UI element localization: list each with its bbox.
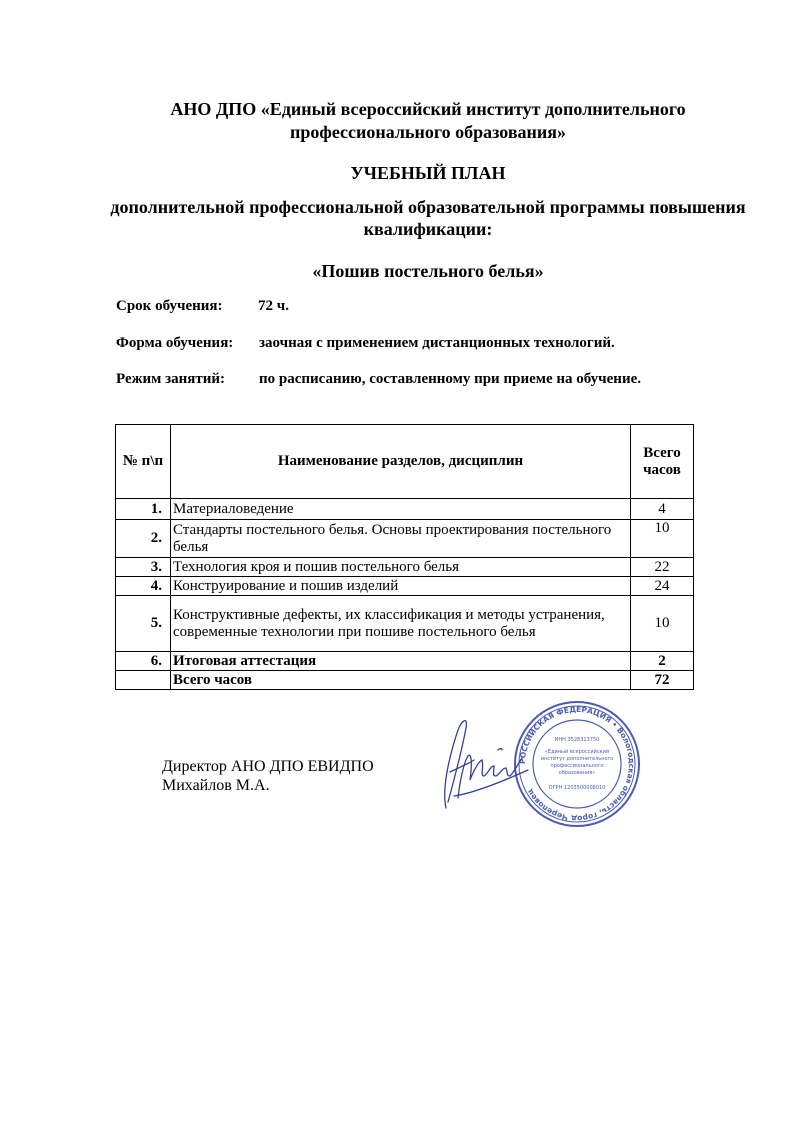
- row-num: 4.: [116, 577, 171, 596]
- header-hours: Всего часов: [631, 425, 694, 499]
- row-name: Технология кроя и пошив постельного белья: [171, 558, 631, 577]
- row-hours: 10: [631, 596, 694, 652]
- table-row: [116, 577, 694, 596]
- organization-name: АНО ДПО «Единый всероссийский институт дополнительного профессионального образования»: [170, 99, 686, 142]
- form-row: [116, 335, 615, 352]
- row-num: 1.: [116, 499, 171, 520]
- svg-text:ИНН 3528313750: ИНН 3528313750: [554, 737, 600, 743]
- duration-value: 72 ч.: [258, 298, 289, 314]
- table-row: [116, 596, 694, 652]
- row-name: Итоговая аттестация: [171, 652, 631, 671]
- table-row: [116, 652, 694, 671]
- row-num: 5.: [116, 596, 171, 652]
- row-hours: 2: [631, 652, 694, 671]
- official-stamp: [512, 699, 642, 834]
- program-subtitle: дополнительной профессиональной образовательной программы повышения квалификации:: [110, 197, 746, 239]
- schedule-row: [116, 371, 641, 388]
- row-hours: 22: [631, 558, 694, 577]
- total-label: Всего часов: [171, 671, 631, 690]
- svg-text:«Единый всероссийский: «Единый всероссийский: [544, 749, 610, 755]
- row-num: 6.: [116, 652, 171, 671]
- director-name: Михайлов М.А.: [162, 777, 270, 794]
- table-header-row: [116, 425, 694, 499]
- duration-row: [116, 298, 289, 315]
- header-name: Наименование разделов, дисциплин: [171, 425, 631, 499]
- director-position: Директор АНО ДПО ЕВИДПО: [162, 758, 374, 775]
- table-row: [116, 558, 694, 577]
- row-hours: 4: [631, 499, 694, 520]
- table-row: [116, 520, 694, 558]
- svg-text:институт дополнительного: институт дополнительного: [540, 756, 614, 762]
- duration-label: Срок обучения:: [116, 298, 223, 314]
- svg-text:образования»: образования»: [558, 770, 596, 776]
- table-total-row: [116, 671, 694, 690]
- program-name: «Пошив постельного белья»: [312, 261, 544, 281]
- row-hours: 24: [631, 577, 694, 596]
- director-block: [162, 757, 374, 795]
- svg-text:ОГРН 1203500008010: ОГРН 1203500008010: [548, 785, 606, 791]
- form-value: заочная с применением дистанционных технологий.: [259, 335, 615, 351]
- row-name: Стандарты постельного белья. Основы проектирования постельного белья: [171, 520, 631, 558]
- curriculum-table: [115, 424, 694, 690]
- form-label: Форма обучения:: [116, 335, 234, 351]
- row-num: 2.: [116, 520, 171, 558]
- svg-text:профессионального: профессионального: [550, 763, 604, 769]
- row-name: Конструирование и пошив изделий: [171, 577, 631, 596]
- row-num: 3.: [116, 558, 171, 577]
- row-name: Материаловедение: [171, 499, 631, 520]
- row-hours: 10: [631, 520, 694, 558]
- table-row: [116, 499, 694, 520]
- schedule-value: по расписанию, составленному при приеме на обучение.: [259, 371, 641, 387]
- row-name: Конструктивные дефекты, их классификация и методы устранения, современные технологии при пошиве постельного белья: [171, 596, 631, 652]
- header-num: № п\п: [116, 425, 171, 499]
- plan-title: УЧЕБНЫЙ ПЛАН: [350, 163, 506, 183]
- total-hours: 72: [631, 671, 694, 690]
- seal-image: [512, 699, 642, 829]
- schedule-label: Режим занятий:: [116, 371, 226, 387]
- svg-text:РОССИЙСКАЯ ФЕДЕРАЦИЯ • Вологод: РОССИЙСКАЯ ФЕДЕРАЦИЯ • Вологодская область, город Череповец: [517, 704, 637, 824]
- total-num: [116, 671, 171, 690]
